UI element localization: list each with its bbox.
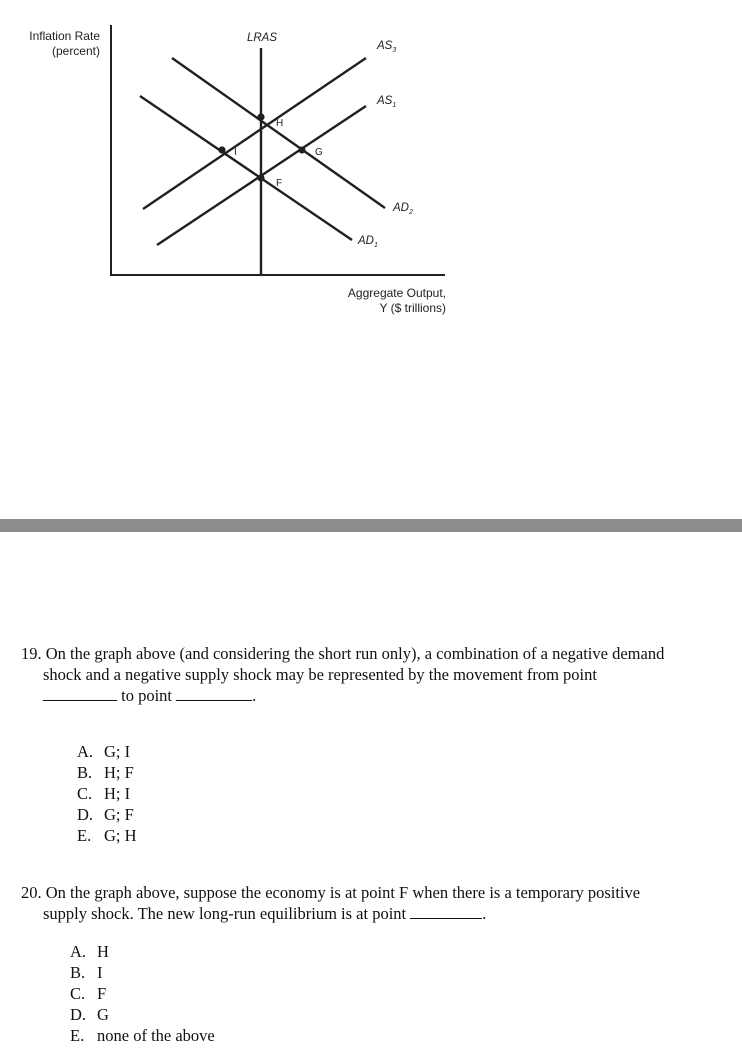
q19-line3: [21, 685, 731, 706]
lras-label: LRAS: [246, 32, 278, 44]
q19-option-e[interactable]: E. G; H: [77, 826, 137, 845]
q19-option-d[interactable]: D. G; F: [77, 805, 134, 824]
point-f-label: F: [276, 178, 283, 189]
y-axis-label-line2: (percent): [51, 44, 100, 58]
q20-option-e[interactable]: E. none of the above: [70, 1026, 215, 1045]
q19-options: [77, 741, 137, 846]
q19-option-b[interactable]: B. H; F: [77, 763, 134, 782]
question-20: [21, 882, 731, 924]
q19-number: 19.: [21, 644, 42, 663]
x-axis-label-line1: Aggregate Output,: [347, 286, 446, 300]
point-i-marker: [218, 146, 225, 153]
q20-number: 20.: [21, 883, 42, 902]
as3-curve: [143, 58, 366, 209]
q20-line2: supply shock. The new long-run equilibrium is at point .: [43, 904, 487, 923]
page-divider: [0, 519, 742, 532]
q19-option-a[interactable]: A. G; I: [77, 742, 131, 761]
ad-as-graph: [0, 0, 742, 330]
as1-label: $AS_1$: [377, 95, 397, 109]
q19-line2: shock and a negative supply shock may be represented by the movement from point: [43, 665, 597, 684]
q19-line1: On the graph above (and considering the short run only), a combination of a negative demand: [45, 644, 665, 663]
q19-answer-blank-2[interactable]: [176, 686, 252, 701]
point-g-label: G: [315, 147, 323, 158]
q20-line1: On the graph above, suppose the economy is at point F when there is a temporary positive: [45, 883, 641, 902]
ad1-curve: [140, 96, 352, 240]
q20-options: [70, 941, 215, 1046]
q20-option-c[interactable]: C. F: [70, 984, 107, 1003]
q19-period: .: [252, 686, 257, 705]
q20-option-d[interactable]: D. G: [70, 1005, 109, 1024]
question-19: [21, 643, 731, 706]
as3-label: $AS_3$: [377, 40, 397, 54]
ad1-label: $AD_1$: [358, 235, 378, 249]
q19-option-c[interactable]: C. H; I: [77, 784, 131, 803]
q19-to-point: to point: [121, 686, 173, 705]
q20-period: .: [482, 904, 487, 923]
point-h-marker: [257, 113, 264, 120]
q20-answer-blank[interactable]: [410, 904, 482, 919]
point-i-label: I: [234, 147, 237, 158]
point-h-label: H: [276, 118, 284, 129]
y-axis-label-line1: Inflation Rate: [29, 29, 100, 43]
ad2-label: $AD_2$: [393, 202, 413, 216]
q20-option-b[interactable]: B. I: [70, 963, 103, 982]
point-f-marker: [257, 174, 264, 181]
x-axis-label-line2: Y ($ trillions): [379, 301, 446, 315]
q19-answer-blank-1[interactable]: [43, 686, 117, 701]
q20-option-a[interactable]: A. H: [70, 942, 109, 961]
point-g-marker: [298, 146, 305, 153]
